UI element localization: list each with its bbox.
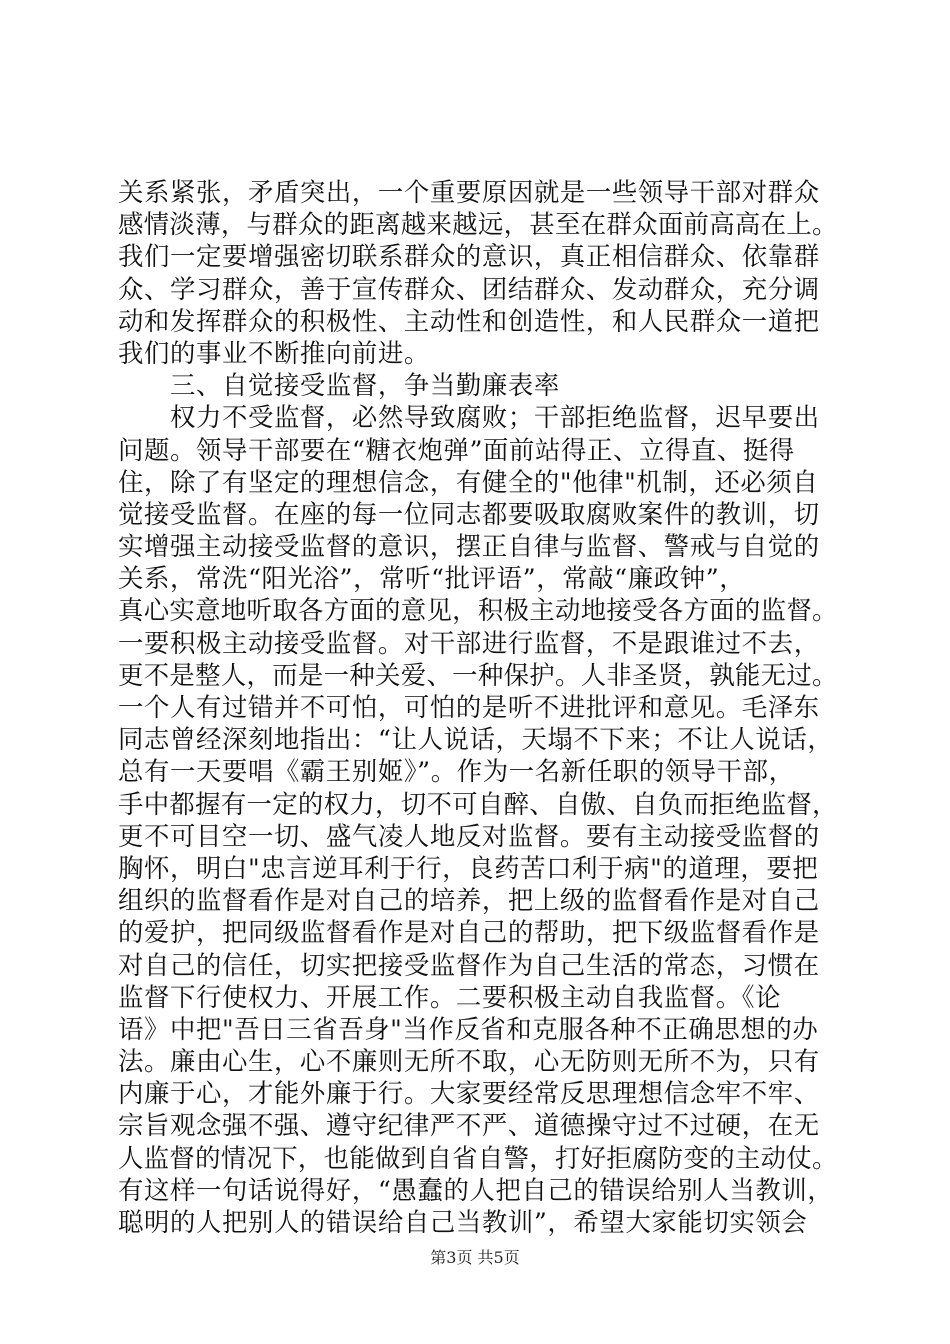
text-line: 的爱护，把同级监督看作是对自己的帮助，把下级监督看作是 [118,917,820,948]
text-line: 同志曾经深刻地指出：“让人说话，天塌不下来；不让人说话， [118,724,834,755]
text-line: 三、自觉接受监督，争当勤廉表率 [118,370,560,401]
text-line: 感情淡薄，与群众的距离越来越远，甚至在群众面前高高在上。 [118,209,838,240]
text-line: 手中都握有一定的权力，切不可自醉、自傲、自负而拒绝监督， [118,788,838,819]
text-line: 胸怀，明白"忠言逆耳利于行，良药苦口利于病"的道理，要把 [118,852,819,883]
text-line: 一要积极主动接受监督。对干部进行监督，不是跟谁过不去， [118,627,820,658]
text-line: 聪明的人把别人的错误给自己当教训”，希望大家能切实领会 [118,1207,808,1237]
text-line: 我们一定要增强密切联系群众的意识，真正相信群众、依靠群 [118,241,820,272]
text-line: 问题。领导干部要在“糖衣炮弹”面前站得正、立得直、挺得 [118,434,795,465]
body-text [118,176,838,1238]
text-line: 实增强主动接受监督的意识，摆正自律与监督、警戒与自觉的 [118,531,820,562]
text-line: 人监督的情况下，也能做到自省自警，打好拒腐防变的主动仗。 [118,1142,838,1173]
text-line: 宗旨观念强不强、遵守纪律严不严、道德操守过不过硬，在无 [118,1110,820,1141]
text-line: 监督下行使权力、开展工作。二要积极主动自我监督。《论 [118,981,782,1012]
text-line: 众、学习群众，善于宣传群众、团结群众、发动群众，充分调 [118,273,820,304]
text-line: 一个人有过错并不可怕，可怕的是听不进批评和意见。毛泽东 [118,692,820,722]
text-line: 内廉于心，才能外廉于行。大家要经常反思理想信念牢不牢、 [118,1078,820,1109]
text-line: 组织的监督看作是对自己的培养，把上级的监督看作是对自己 [118,885,820,916]
text-line: 语》中把"吾日三省吾身"当作反省和克服各种不正确思想的办 [118,1013,819,1044]
text-line: 有这样一句话说得好，“愚蠢的人把自己的错误给别人当教训， [118,1174,834,1205]
text-line: 关系，常洗“阳光浴”，常听“批评语”，常敲“廉政钟”， [118,563,746,594]
text-line: 对自己的信任，切实把接受监督作为自己生活的常态，习惯在 [118,949,820,980]
text-line: 关系紧张，矛盾突出，一个重要原因就是一些领导干部对群众 [118,177,820,207]
text-line: 住，除了有坚定的理想信念，有健全的"他律"机制，还必须自 [118,466,819,497]
text-line: 总有一天要唱《霸王别姬》”。作为一名新任职的领导干部， [118,756,795,787]
text-line: 法。廉由心生，心不廉则无所不取，心无防则无所不为，只有 [118,1046,820,1077]
text-line: 觉接受监督。在座的每一位同志都要吸取腐败案件的教训，切 [118,498,820,529]
text-line: 权力不受监督，必然导致腐败；干部拒绝监督，迟早要出 [118,402,820,433]
text-line: 更不可目空一切、盛气凌人地反对监督。要有主动接受监督的 [118,820,820,851]
text-line: 真心实意地听取各方面的意见，积极主动地接受各方面的监督。 [118,595,838,626]
text-line: 更不是整人，而是一种关爱、一种保护。人非圣贤，孰能无过。 [118,659,838,690]
text-line: 动和发挥群众的积极性、主动性和创造性，和人民群众一道把 [118,305,820,336]
page-number: 第3页 共5页 [430,1248,520,1267]
text-line: 我们的事业不断推向前进。 [118,337,430,368]
